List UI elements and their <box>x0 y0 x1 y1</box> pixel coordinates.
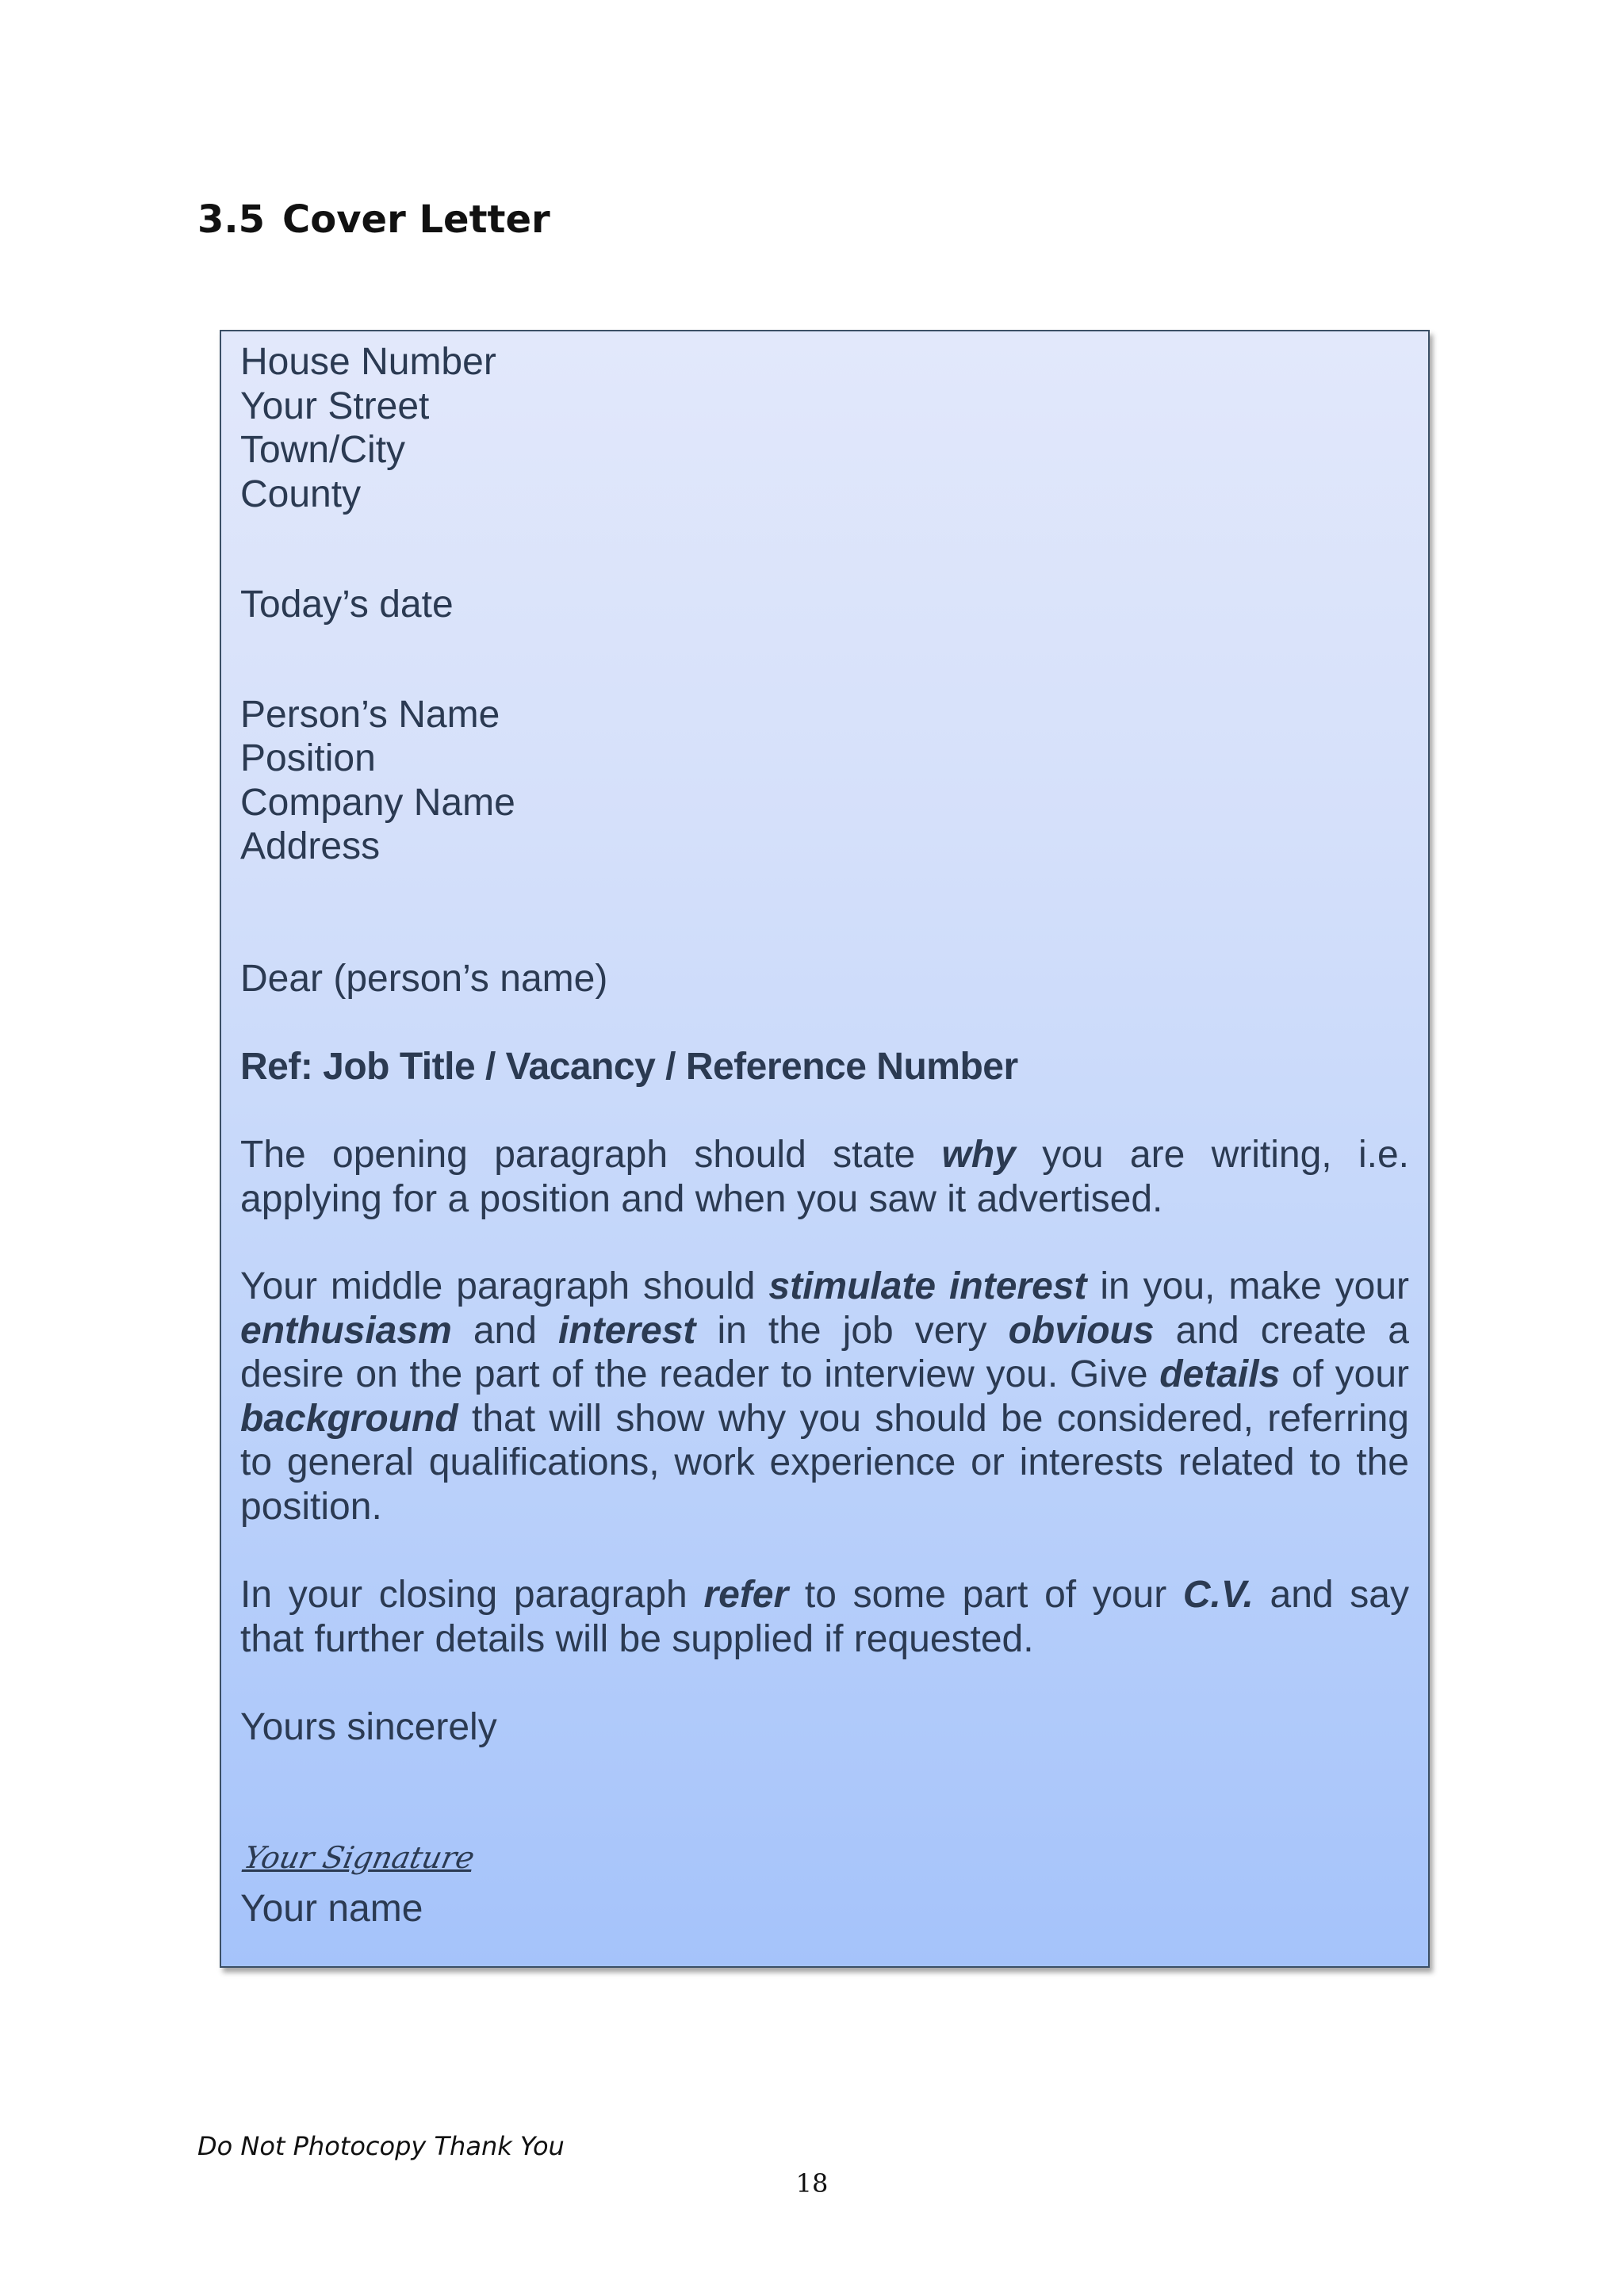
recipient-name: Person’s Name <box>240 694 500 736</box>
middle-emphasis: background <box>240 1397 458 1440</box>
middle-emphasis: enthusiasm <box>240 1309 452 1352</box>
section-number: 3.5 <box>197 197 266 242</box>
closing-emphasis: refer <box>703 1574 789 1616</box>
closing-text: to some part of your <box>788 1574 1183 1616</box>
opening-text: you are writing, i.e. applying for a position and when you saw it advertised. <box>240 1134 1409 1220</box>
recipient-company: Company Name <box>240 782 515 824</box>
sender-name: Your name <box>240 1888 423 1930</box>
reference-line: Ref: Job Title / Vacancy / Reference Number <box>240 1046 1018 1088</box>
sender-county: County <box>240 473 362 515</box>
opening-paragraph <box>240 1133 1409 1221</box>
middle-text: in you, make your <box>1086 1265 1409 1307</box>
sender-street: Your Street <box>240 385 430 427</box>
page-number: 18 <box>795 2168 829 2198</box>
recipient-position: Position <box>240 737 376 779</box>
middle-emphasis: obvious <box>1008 1309 1155 1352</box>
letter-date: Today’s date <box>240 584 454 626</box>
closing-emphasis: C.V. <box>1182 1574 1254 1616</box>
closing-paragraph <box>240 1573 1409 1661</box>
opening-text: The opening paragraph should state <box>240 1134 942 1176</box>
salutation: Dear (person’s name) <box>240 958 608 1000</box>
middle-text: Your middle paragraph should <box>240 1265 769 1307</box>
closing-text: In your closing paragraph <box>240 1574 704 1616</box>
section-heading <box>197 194 550 245</box>
middle-text: of your <box>1280 1353 1409 1395</box>
middle-text: in the job very <box>695 1309 1009 1352</box>
handwritten-signature: Your Signature <box>240 1840 478 1875</box>
section-title: Cover Letter <box>282 197 550 242</box>
middle-paragraph <box>240 1265 1409 1529</box>
middle-emphasis: stimulate interest <box>768 1265 1087 1307</box>
closing-text: and say that further details will be supplied if requested. <box>240 1574 1409 1660</box>
recipient-address: Address <box>240 825 381 867</box>
middle-text: and create a desire on the part of the reader to interview you. Give <box>240 1309 1409 1395</box>
middle-text: and <box>451 1309 558 1352</box>
sender-house-number: House Number <box>240 341 496 383</box>
sign-off: Yours sincerely <box>240 1706 497 1748</box>
footer-note: Do Not Photocopy Thank You <box>197 2131 565 2161</box>
middle-emphasis: details <box>1159 1353 1281 1395</box>
sender-town: Town/City <box>240 429 406 471</box>
opening-emphasis: why <box>941 1134 1016 1176</box>
middle-text: that will show why you should be considered, referring to general qualifications, work experience or interests related to the position. <box>240 1397 1409 1528</box>
middle-emphasis: interest <box>557 1309 696 1352</box>
